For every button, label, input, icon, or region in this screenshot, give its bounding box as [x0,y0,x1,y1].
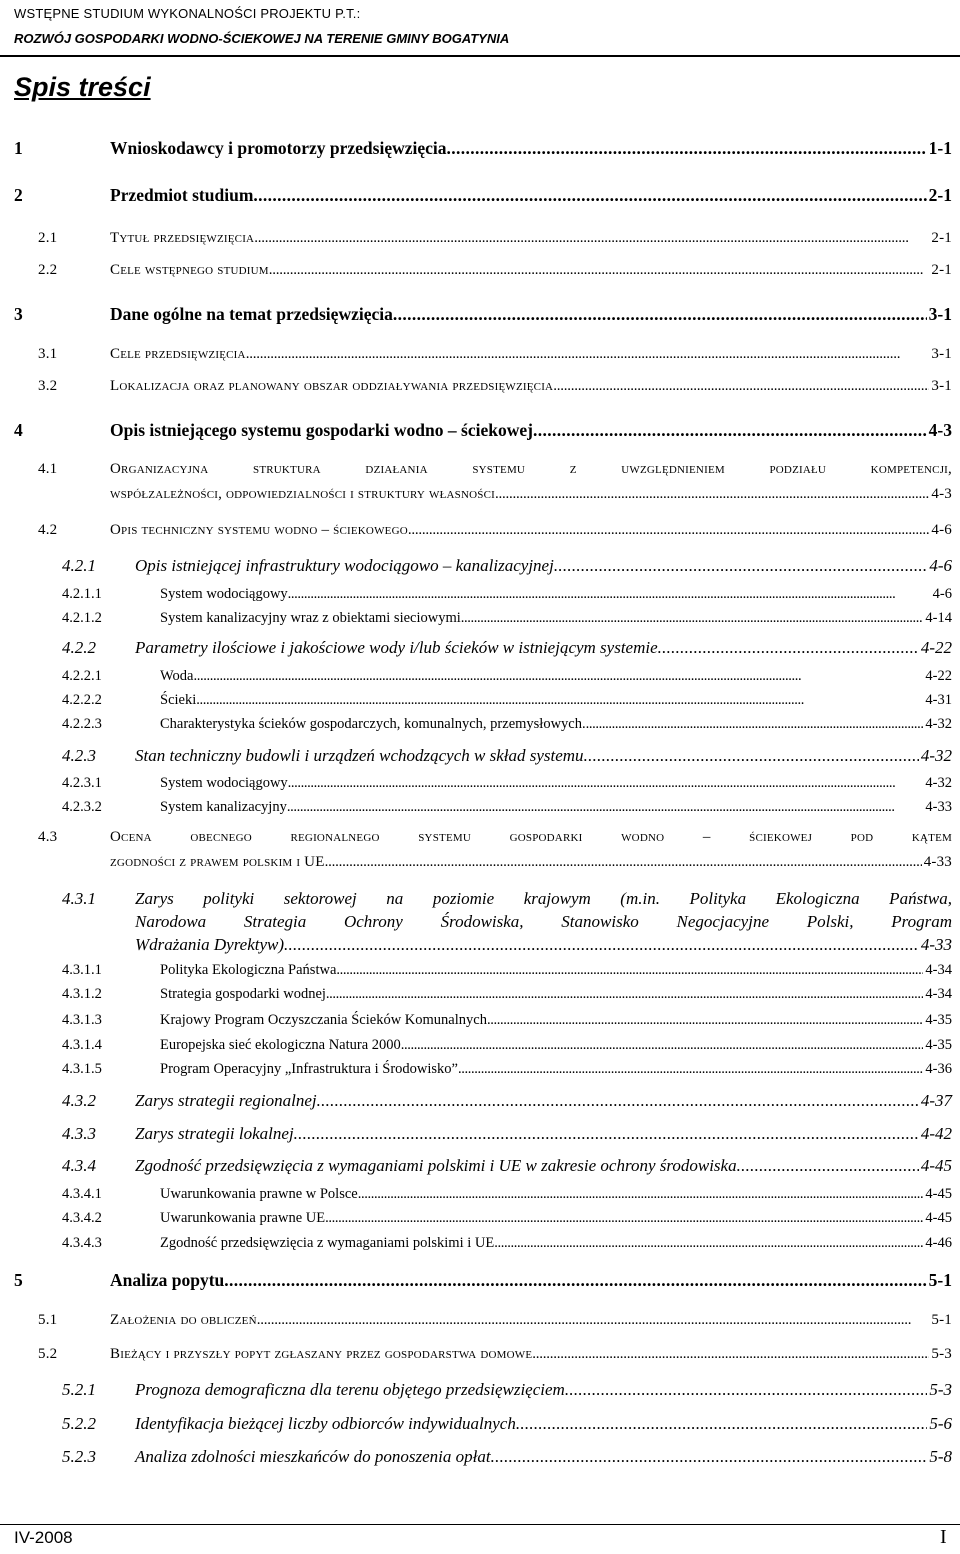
toc-entry[interactable] [62,716,952,733]
toc-entry-number: 2.2 [38,262,58,278]
toc-leader-dots [294,1124,919,1144]
toc-entry[interactable] [62,1012,952,1029]
toc-entry-number: 4.3.1.4 [62,1037,102,1053]
toc-entry[interactable] [62,1380,952,1400]
toc-entry[interactable] [38,522,952,539]
toc-entry[interactable] [62,1447,952,1467]
toc-entry-title: Zgodność przedsięwzięcia z wymaganiami polskimi i UE [160,1235,495,1251]
toc-entry[interactable] [62,1061,952,1078]
toc-leader-dots [554,556,928,576]
toc-entry[interactable] [38,378,952,395]
toc-entry-number: 4.2.2.1 [62,668,102,684]
toc-entry-page: 2-1 [931,262,952,278]
toc-leader-dots [317,1091,919,1111]
toc-entry-page: 4-3 [928,420,952,440]
toc-leader-dots [326,986,923,1003]
toc-entry-number: 4.3.1.2 [62,986,102,1002]
toc-leader-dots [408,522,930,539]
toc-entry-page: 3-1 [931,378,952,394]
toc-entry-title: Analiza popytu [110,1270,225,1290]
toc-entry-title: Europejska sieć ekologiczna Natura 2000 [160,1037,401,1053]
toc-entry-page: 4-45 [920,1156,952,1175]
toc-entry-title: Strategia gospodarki wodnej [160,986,326,1002]
toc-leader-dots [325,1210,923,1227]
toc-entry-title: Uwarunkowania prawne UE [160,1210,326,1226]
toc-entry-title: Prognoza demograficzna dla terenu objętego przedsięwzięciem [135,1380,565,1399]
toc-leader-dots [288,586,931,603]
toc-entry-page: 4-35 [925,1012,952,1028]
toc-entry-title: Zgodność przedsięwzięcia z wymaganiami polskimi i UE w zakresie ochrony środowiska [135,1156,737,1175]
toc-entry-page: 4-46 [925,1235,952,1251]
toc-entry-page: 4-33 [925,799,952,815]
toc-entry[interactable] [62,1414,952,1434]
toc-entry-title: Cele wstępnego studium [110,262,269,278]
toc-entry-title: Uwarunkowania prawne w Polsce [160,1186,358,1202]
toc-entry-page: 4-32 [925,716,952,732]
toc-leader-dots [516,1414,928,1434]
toc-entry[interactable] [62,1037,952,1054]
toc-entry-number: 2 [14,185,23,205]
footer-rule [0,1524,960,1525]
toc-entry[interactable] [62,1210,952,1227]
toc-entry-page: 4-32 [925,775,952,791]
toc-leader-dots [224,1270,926,1291]
toc-entry-number: 4.3.3 [62,1124,96,1143]
toc-entry-title: Analiza zdolności mieszkańców do ponoszenia opłat [135,1447,491,1466]
toc-entry-number: 4.2.2.2 [62,692,102,708]
toc-entry-page: 3-1 [931,346,952,362]
toc-entry-number: 4.3.1.5 [62,1061,102,1077]
toc-entry[interactable] [38,230,952,247]
toc-entry-title-continued: współzależności, odpowiedzialności i struktury własności [110,486,495,502]
toc-entry-page: 3-1 [928,304,952,324]
toc-leader-dots [658,638,919,658]
toc-entry[interactable] [62,1156,952,1176]
toc-leader-dots [196,692,923,709]
toc-entry-title: System wodociągowy [160,586,288,602]
toc-entry-page: 4-31 [925,692,952,708]
toc-entry-title: Identyfikacja bieżącej liczby odbiorców indywidualnych [135,1414,516,1433]
toc-leader-dots [193,668,923,685]
toc-leader-dots [553,378,929,395]
toc-leader-dots [532,1346,929,1363]
toc-entry-title: Bieżący i przyszły popyt zgłaszany przez gospodarstwa domowe [110,1346,533,1362]
toc-leader-dots [461,610,924,627]
toc-entry-page: 4-35 [925,1037,952,1053]
toc-entry-title: Zarys strategii lokalnej [135,1124,294,1143]
toc-entry[interactable] [38,461,952,503]
toc-entry-page: 4-34 [925,962,952,978]
toc-entry-title: Parametry ilościowe i jakościowe wody i/lub ścieków w istniejącym systemie [135,638,658,657]
toc-entry-page: 4-6 [929,556,952,575]
toc-entry-number: 1 [14,138,23,158]
toc-entry-number: 4.3.4 [62,1156,96,1175]
toc-entry-page: 4-34 [925,986,952,1002]
toc-entry-number: 4.3.4.3 [62,1235,102,1251]
toc-entry[interactable] [14,420,952,441]
toc-entry-number: 5.1 [38,1312,58,1328]
toc-entry-title: Stan techniczny budowli i urządzeń wchodzących w skład systemu [135,746,584,765]
header-rule [0,55,960,57]
toc-entry-page: 4-6 [931,522,952,538]
toc-leader-dots [257,1312,930,1329]
toc-entry-page: 5-3 [931,1346,952,1362]
toc-entry-number: 4 [14,420,23,440]
toc-entry-page: 4-37 [920,1091,952,1110]
toc-entry[interactable] [38,1346,952,1363]
toc-leader-dots [288,775,924,792]
toc-entry-title: Wnioskodawcy i promotorzy przedsięwzięcia [110,138,447,158]
toc-entry-page: 4-45 [925,1210,952,1226]
toc-entry[interactable] [62,668,952,685]
toc-entry-page: 4-14 [925,610,952,626]
toc-entry[interactable] [62,692,952,709]
toc-leader-dots [253,185,926,206]
toc-entry-number: 4.2 [38,522,58,538]
toc-leader-dots [254,230,929,247]
toc-entry-page: 5-1 [928,1270,952,1290]
toc-entry[interactable] [14,304,952,325]
toc-entry-title: Ścieki [160,692,197,708]
toc-entry-title: Opis techniczny systemu wodno – ściekowego [110,522,408,538]
toc-entry[interactable] [62,887,952,956]
toc-entry-number: 4.2.1 [62,556,96,575]
toc-leader-dots [269,262,930,279]
toc-entry-number: 4.3 [38,829,58,845]
toc-entry-title: Woda [160,668,194,684]
toc-entry-title: System kanalizacyjny wraz z obiektami sieciowymi [160,610,461,626]
toc-entry[interactable] [62,586,952,603]
toc-entry-title: Ocena obecnego regionalnego systemu gospodarki wodno – ściekowej pod kątem [110,829,952,845]
toc-leader-dots [495,486,929,503]
toc-entry-page: 2-1 [931,230,952,246]
toc-leader-dots [584,746,919,766]
toc-entry-number: 4.2.2 [62,638,96,657]
toc-entry-page: 5-8 [929,1447,952,1466]
running-header-line1: WSTĘPNE STUDIUM WYKONALNOŚCI PROJEKTU P.T.: [14,6,361,21]
toc-entry-number: 3 [14,304,23,324]
toc-entry[interactable] [62,1091,952,1111]
toc-entry-page: 4-36 [925,1061,952,1077]
toc-entry[interactable] [38,262,952,279]
toc-leader-dots [246,346,930,363]
toc-entry-page: 4-3 [931,486,952,502]
toc-entry-title: Przedmiot studium [110,185,254,205]
toc-entry-title: Opis istniejącego systemu gospodarki wodno – ściekowej [110,420,533,440]
toc-entry-page: 4-33 [920,935,952,954]
toc-leader-dots [494,1235,923,1252]
toc-leader-dots [447,138,927,159]
toc-entry-page: 5-3 [929,1380,952,1399]
toc-entry-number: 4.3.4.2 [62,1210,102,1226]
toc-leader-dots [401,1037,924,1054]
toc-entry-title-continued: Wdrażania Dyrektyw) [135,935,285,954]
toc-entry-title: Założenia do obliczeń [110,1312,257,1328]
toc-entry-number: 5.2 [38,1346,58,1362]
toc-entry-title: Lokalizacja oraz planowany obszar oddziaływania przedsięwzięcia [110,378,554,394]
toc-entry-number: 4.3.4.1 [62,1186,102,1202]
toc-entry-number: 4.2.1.1 [62,586,102,602]
toc-entry[interactable] [62,1124,952,1144]
toc-leader-dots [586,716,924,733]
toc-entry[interactable] [62,746,952,766]
toc-leader-dots [325,854,922,871]
toc-entry-number: 3.2 [38,378,58,394]
toc-entry[interactable] [62,799,952,816]
toc-entry-title: System kanalizacyjny [160,799,287,815]
toc-entry[interactable] [62,962,952,979]
toc-entry-title: Program Operacyjny „Infrastruktura i Środowisko” [160,1061,458,1077]
toc-entry-title: System wodociągowy [160,775,288,791]
toc-entry-number: 4.2.2.3 [62,716,102,732]
toc-entry-page: 2-1 [928,185,952,205]
toc-entry[interactable] [38,346,952,363]
footer-date: IV-2008 [14,1528,73,1547]
toc-entry[interactable] [62,986,952,1003]
toc-entry-number: 5.2.3 [62,1447,96,1466]
toc-leader-dots [533,420,927,441]
toc-leader-dots [358,1186,924,1203]
toc-leader-dots [491,1447,928,1467]
toc-entry-title: Zarys strategii regionalnej [135,1091,317,1110]
toc-entry-number: 4.2.1.2 [62,610,102,626]
toc-leader-dots [737,1156,919,1176]
toc-entry-page: 4-33 [923,854,952,870]
toc-leader-dots [393,304,927,325]
toc-entry-title: Cele przedsięwzięcia [110,346,246,362]
toc-entry[interactable] [62,1186,952,1203]
toc-entry-number: 4.3.1.3 [62,1012,102,1028]
toc-entry-number: 5.2.1 [62,1380,96,1399]
toc-entry-number: 4.3.1.1 [62,962,102,978]
toc-entry-page: 4-22 [925,668,952,684]
toc-entry-title: Charakterystyka ścieków gospodarczych, komunalnych, przemysłowych. [160,716,586,732]
toc-entry-page: 1-1 [928,138,952,158]
toc-entry-title: Dane ogólne na temat przedsięwzięcia [110,304,393,324]
toc-entry-number: 4.1 [38,461,58,477]
toc-entry-number: 2.1 [38,230,58,246]
toc-entry-number: 3.1 [38,346,58,362]
toc-entry-page: 4-22 [920,638,952,657]
toc-entry[interactable] [62,610,952,627]
page-title: Spis treści [14,72,151,102]
toc-entry[interactable] [38,1312,952,1329]
toc-entry-number: 5 [14,1270,23,1290]
toc-entry-number: 4.3.2 [62,1091,96,1110]
toc-leader-dots [487,1012,923,1029]
toc-entry[interactable] [62,1235,952,1252]
toc-entry[interactable] [62,775,952,792]
toc-entry-page: 4-6 [932,586,952,602]
toc-entry-title-continued: zgodności z prawem polskim i UE [110,854,325,870]
toc-leader-dots [565,1380,928,1400]
toc-entry-title-continued: Narodowa Strategia Ochrony Środowiska, Stanowisko Negocjacyjne Polski, Program [135,912,952,931]
footer-page-number: I [940,1526,947,1548]
toc-entry-page: 5-1 [931,1312,952,1328]
toc-entry-title: Zarys polityki sektorowej na poziomie krajowym (m.in. Polityka Ekologiczna Państwa, [135,889,952,908]
toc-entry[interactable] [62,556,952,576]
toc-entry-title: Tytuł przedsięwzięcia [110,230,255,246]
toc-entry-number: 4.2.3 [62,746,96,765]
toc-entry[interactable] [38,829,952,871]
toc-entry[interactable] [14,138,952,159]
toc-leader-dots [458,1061,923,1078]
toc-entry[interactable] [62,638,952,658]
toc-entry-title: Polityka Ekologiczna Państwa [160,962,337,978]
toc-entry-page: 4-45 [925,1186,952,1202]
toc-entry[interactable] [14,185,952,206]
toc-entry-page: 4-42 [920,1124,952,1143]
toc-entry-title: Krajowy Program Oczyszczania Ścieków Komunalnych [160,1012,487,1028]
toc-entry-page: 4-32 [920,746,952,765]
toc-entry-number: 4.3.1 [62,889,96,908]
toc-entry-number: 4.2.3.1 [62,775,102,791]
running-header-line2: ROZWÓJ GOSPODARKI WODNO-ŚCIEKOWEJ NA TERENIE GMINY BOGATYNIA [14,31,510,46]
toc-entry[interactable] [14,1270,952,1291]
toc-entry-page: 5-6 [929,1414,952,1433]
toc-leader-dots [287,799,924,816]
toc-entry-number: 4.2.3.2 [62,799,102,815]
toc-entry-title: Opis istniejącej infrastruktury wodociągowo – kanalizacyjnej [135,556,554,575]
toc-leader-dots [336,962,923,979]
toc-entry-title: Organizacyjna struktura działania systemu z uwzględnieniem podziału kompetencji, [110,461,952,477]
toc-leader-dots [284,933,919,956]
toc-entry-number: 5.2.2 [62,1414,96,1433]
